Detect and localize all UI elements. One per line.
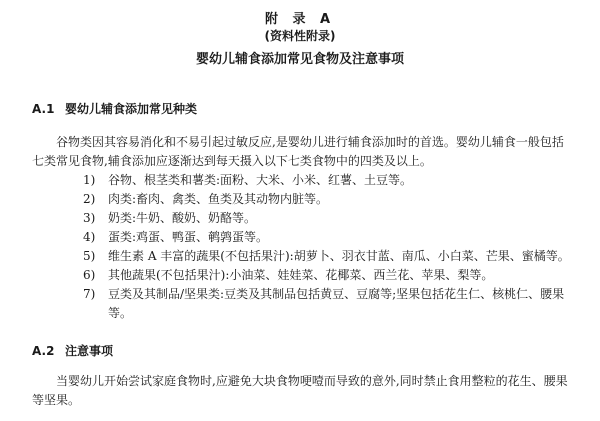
section-a2-body: 当婴幼儿开始尝试家庭食物时,应避免大块食物哽噎而导致的意外,同时禁止食用整粒的花生、腰果等坚果。 [32, 374, 568, 407]
section-a1-intro: 谷物类因其容易消化和不易引起过敏反应,是婴幼儿进行辅食添加时的首选。婴幼儿辅食一般包括七类常见食物,辅食添加应逐渐达到每天摄入以下七类食物中的四类及以上。 [32, 135, 564, 168]
section-a1-title: 婴幼儿辅食添加常见种类 [65, 102, 198, 116]
list-item [79, 247, 579, 266]
list-item-marker: 2) [83, 192, 96, 206]
appendix-title: 婴幼儿辅食添加常见食物及注意事项 [195, 52, 404, 67]
appendix-type: (资料性附录) [264, 29, 336, 43]
list-item-marker: 3) [83, 211, 96, 225]
section-a1-number: A.1 [32, 102, 55, 116]
list-item-text: 其他蔬果(不包括果汁):小油菜、娃娃菜、花椰菜、西兰花、苹果、梨等。 [108, 268, 494, 282]
section-a2-title: 注意事项 [65, 344, 114, 358]
list-item-text: 肉类:畜肉、禽类、鱼类及其动物内脏等。 [108, 192, 329, 206]
list-item-marker: 4) [83, 230, 96, 244]
list-item-text: 蛋类:鸡蛋、鸭蛋、鹌鹑蛋等。 [108, 230, 269, 244]
list-item [79, 171, 579, 190]
food-category-list [79, 171, 579, 323]
appendix-label: 附 录 A [264, 12, 336, 27]
section-a2-number: A.2 [32, 344, 55, 358]
section-a1-heading [32, 100, 197, 117]
list-item-marker: 5) [83, 249, 96, 263]
list-item [79, 228, 579, 247]
list-item-marker: 1) [83, 173, 96, 187]
list-item-text: 维生素 A 丰富的蔬果(不包括果汁):胡萝卜、羽衣甘蓝、南瓜、小白菜、芒果、蜜橘等。 [108, 249, 570, 263]
list-item-marker: 7) [83, 287, 96, 301]
list-item [79, 190, 579, 209]
list-item-text: 谷物、根茎类和薯类:面粉、大米、小米、红薯、土豆等。 [108, 173, 413, 187]
list-item [79, 266, 579, 285]
list-item-text: 奶类:牛奶、酸奶、奶酪等。 [108, 211, 257, 225]
list-item [79, 209, 579, 228]
list-item-text: 豆类及其制品/坚果类:豆类及其制品包括黄豆、豆腐等;坚果包括花生仁、核桃仁、腰果等。 [108, 287, 565, 320]
list-item [79, 285, 579, 323]
list-item-marker: 6) [83, 268, 96, 282]
section-a2-heading [32, 342, 113, 359]
